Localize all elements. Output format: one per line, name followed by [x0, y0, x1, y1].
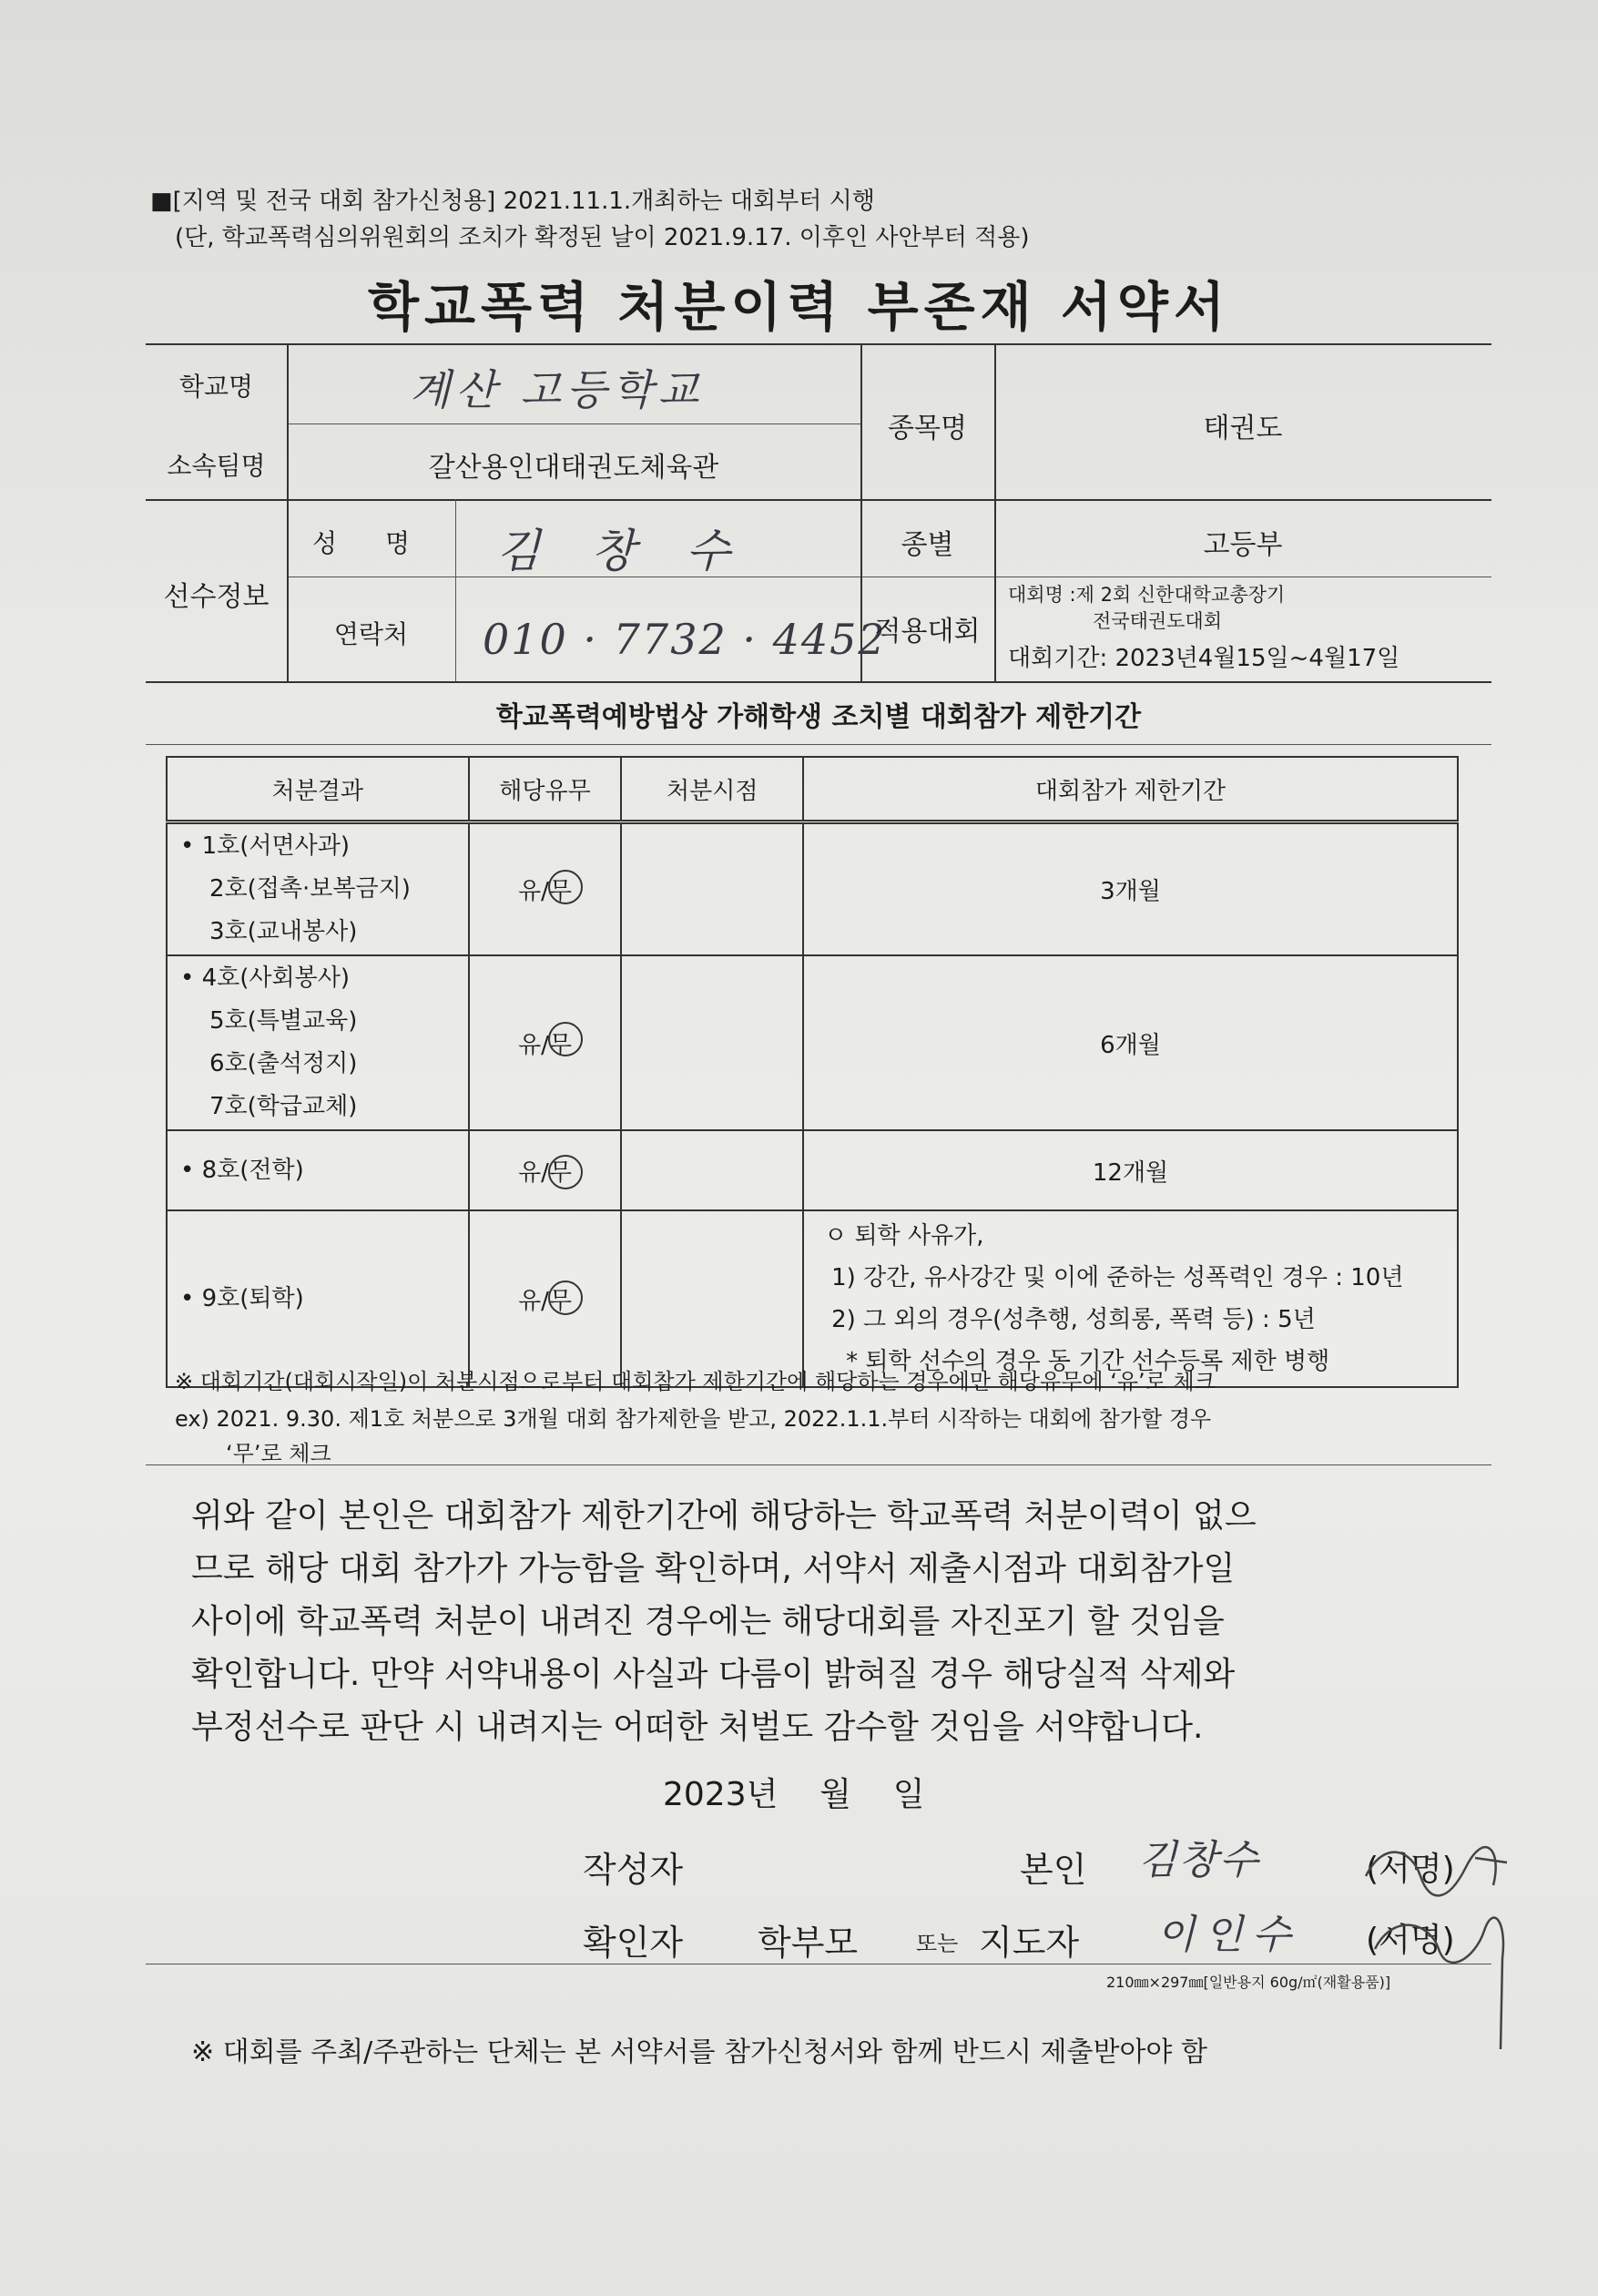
sanction-date-cell — [621, 822, 803, 956]
signature-scribble — [1348, 1821, 1530, 2058]
restriction-period: 3개월 — [803, 822, 1458, 956]
sanction-date-cell — [621, 1130, 803, 1210]
contact-value: 010 · 7732 · 4452 — [483, 615, 887, 664]
table-row — [167, 1210, 1458, 1387]
restriction-period: 12개월 — [803, 1130, 1458, 1210]
pledge-line: 위와 같이 본인은 대회참가 제한기간에 해당하는 학교폭력 처분이력이 없으 — [191, 1497, 1257, 1535]
name-value: 김 창 수 — [496, 525, 748, 577]
confirmer-label: 확인자 — [583, 1923, 684, 1963]
sanction-item: • 4호(사회봉사) — [180, 964, 351, 992]
sanction-item: 5호(특별교육) — [209, 1007, 358, 1035]
sanction-item: 7호(학급교체) — [209, 1093, 358, 1120]
team-value: 갈산용인대태권도체육관 — [428, 452, 719, 484]
parent-label: 학부모 — [758, 1923, 859, 1963]
pledge-line: 부정선수로 판단 시 내려지는 어떠한 처벌도 감수할 것임을 서약합니다. — [191, 1709, 1204, 1746]
note-1: ※ 대회기간(대회시작일)이 처분시점으로부터 대회참가 제한기간에 해당하는 경우에만 해당유무에 ‘유’로 체크 — [175, 1369, 1216, 1394]
pledge-line: 사이에 학교폭력 처분이 내려진 경우에는 해당대회를 자진포기 할 것임을 — [191, 1603, 1225, 1640]
sign-mark: (서명) — [1366, 1851, 1455, 1888]
header-line-1: ■[지역 및 전국 대회 참가신청용] 2021.11.1.개최하는 대회부터 시행 — [150, 188, 875, 215]
sanction-item: • 1호(서면사과) — [180, 832, 351, 860]
sanction-date-cell — [621, 1210, 803, 1387]
competition-name-2: 전국태권도대회 — [1093, 610, 1223, 632]
division-value: 고등부 — [1203, 529, 1283, 561]
self-label: 본인 — [1020, 1850, 1087, 1890]
page-title: 학교폭력 처분이력 부존재 서약서 — [368, 276, 1230, 338]
name-label: 성 명 — [312, 528, 430, 558]
sanction-item: • 8호(전학) — [180, 1156, 304, 1184]
sanction-item: 6호(출석정지) — [209, 1050, 358, 1077]
sign-mark-2: (서명) — [1366, 1922, 1455, 1959]
note-3: ‘무’로 체크 — [226, 1441, 331, 1466]
no-circle-mark — [548, 1281, 583, 1315]
or-label: 또는 — [916, 1931, 959, 1956]
contact-label: 연락처 — [333, 619, 409, 649]
pledge-line: 므로 해당 대회 참가가 가능함을 확인하며, 서약서 제출시점과 대회참가일 — [191, 1550, 1236, 1587]
pledge-paragraph — [191, 1490, 1257, 1754]
yes-no-check: 유/무 — [517, 1158, 572, 1187]
yes-no-check: 유/무 — [517, 1031, 572, 1059]
sanction-item: • 9호(퇴학) — [180, 1284, 304, 1312]
sanction-date-cell — [621, 955, 803, 1130]
author-label: 작성자 — [583, 1850, 684, 1890]
table-row — [167, 955, 1458, 1130]
no-circle-mark — [548, 1022, 583, 1056]
coach-label: 지도자 — [979, 1923, 1080, 1963]
sanction-table — [166, 756, 1459, 1388]
table-row — [167, 1130, 1458, 1210]
sport-label: 종목명 — [888, 413, 967, 444]
pledge-line: 확인합니다. 만약 서약내용이 사실과 다름이 밝혀질 경우 해당실적 삭제와 — [191, 1656, 1236, 1693]
sport-value: 태권도 — [1203, 413, 1283, 444]
header-line-2: (단, 학교폭력심의위원회의 조치가 확정된 날이 2021.9.17. 이후인 사안부터 적용) — [175, 224, 1030, 251]
expulsion-reason: 1) 강간, 유사강간 및 이에 준하는 성폭력인 경우 : 10년 — [831, 1264, 1404, 1291]
competition-period: 대회기간: 2023년4월15일~4월17일 — [1008, 645, 1400, 672]
footer-note: ※ 대회를 주최/주관하는 단체는 본 서약서를 참가신청서와 함께 반드시 제출받아야 함 — [191, 2036, 1207, 2068]
player-info-label: 선수정보 — [163, 581, 270, 613]
applied-label: 적용대회 — [874, 616, 981, 648]
yes-no-check: 유/무 — [517, 878, 572, 905]
self-signature: 김창수 — [1138, 1837, 1260, 1883]
paper-spec: 210㎜×297㎜[일반용지 60g/㎡(재활용품)] — [1106, 1974, 1391, 1991]
section-title: 학교폭력예방법상 가해학생 조치별 대회참가 제한기간 — [495, 701, 1142, 733]
expulsion-reason: ㅇ 퇴학 사유가, — [824, 1222, 984, 1250]
school-label: 학교명 — [178, 372, 254, 402]
team-label: 소속팀명 — [167, 451, 266, 481]
table-header: 해당유무 — [469, 757, 622, 822]
restriction-period: 6개월 — [803, 955, 1458, 1130]
table-row — [167, 822, 1458, 956]
division-label: 종별 — [901, 529, 954, 561]
note-2: ex) 2021. 9.30. 제1호 처분으로 3개월 대회 참가제한을 받고, 2022.1.1.부터 시작하는 대회에 참가할 경우 — [175, 1406, 1212, 1432]
pledge-date: 2023년 월 일 — [663, 1776, 925, 1813]
no-circle-mark — [548, 870, 583, 904]
expulsion-reason: 2) 그 외의 경우(성추행, 성희롱, 폭력 등) : 5년 — [831, 1306, 1316, 1333]
table-header: 처분결과 — [167, 757, 469, 822]
school-value: 계산 고등학교 — [410, 365, 705, 414]
competition-name: 대회명 :제 2회 신한대학교총장기 — [1008, 584, 1286, 606]
expulsion-reason: * 퇴학 선수의 경우 동 기간 선수등록 제한 병행 — [846, 1348, 1330, 1375]
yes-no-check: 유/무 — [517, 1287, 572, 1315]
coach-signature: 이인수 — [1156, 1912, 1300, 1958]
no-circle-mark — [548, 1155, 583, 1189]
table-header: 대회참가 제한기간 — [803, 757, 1458, 822]
table-header: 처분시점 — [621, 757, 803, 822]
sanction-item: 3호(교내봉사) — [209, 918, 358, 945]
sanction-item: 2호(접촉·보복금지) — [209, 875, 411, 903]
